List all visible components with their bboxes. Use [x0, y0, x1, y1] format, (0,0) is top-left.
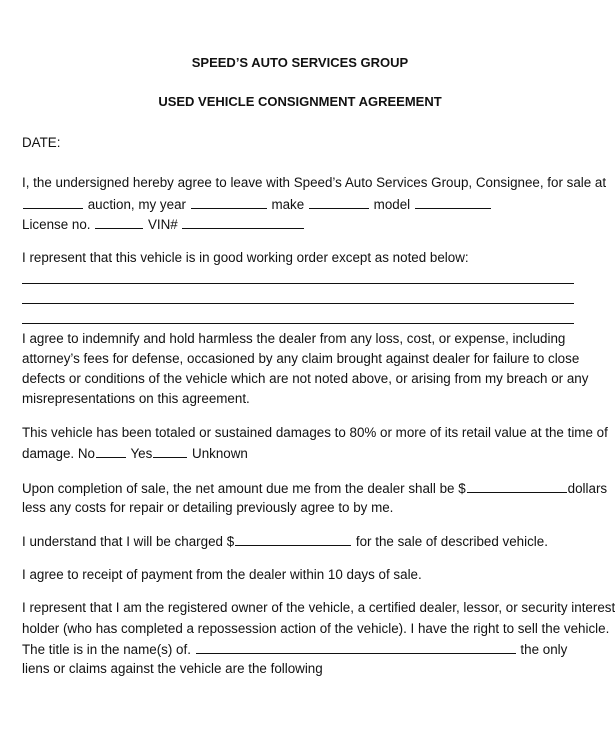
dollars-label: dollars [567, 481, 608, 496]
agreement-title: USED VEHICLE CONSIGNMENT AGREEMENT [158, 94, 442, 109]
year-blank[interactable] [191, 196, 267, 209]
net-line-2: less any costs for repair or detailing previously agree to by me. [22, 500, 394, 515]
indemnify-line-2: attorney’s fees for defense, occasioned by any claim brought against dealer for failure to close [22, 351, 580, 366]
title-only-label: the only [520, 642, 568, 657]
charged-suffix: for the sale of described vehicle. [355, 534, 548, 549]
owner-line-3 [22, 641, 567, 658]
net-line-1 [22, 480, 607, 497]
company-name: SPEED’S AUTO SERVICES GROUP [191, 55, 409, 70]
model-label: model [373, 197, 411, 212]
auction-label: auction, my year [87, 197, 186, 212]
indemnify-line-1: I agree to indemnify and hold harmless the dealer from any loss, cost, or expense, including [22, 331, 566, 346]
net-amount-label: Upon completion of sale, the net amount due me from the dealer shall be $ [22, 481, 466, 496]
charged-blank[interactable] [235, 533, 351, 546]
condition-rule-2[interactable] [22, 303, 574, 304]
vin-label: VIN# [147, 217, 178, 232]
net-amount-blank[interactable] [467, 480, 567, 493]
make-blank[interactable] [309, 196, 369, 209]
condition-rule-1[interactable] [22, 283, 574, 284]
charged-label: I understand that I will be charged $ [22, 534, 235, 549]
owner-line-4: liens or claims against the vehicle are the following [22, 661, 323, 676]
vin-blank[interactable] [182, 216, 304, 229]
title-name-label: The title is in the name(s) of. [22, 642, 191, 657]
damage-yes-blank[interactable] [153, 445, 187, 458]
damage-no-blank[interactable] [96, 445, 126, 458]
indemnify-line-3: defects or conditions of the vehicle which are not noted above, or arising from my breach or any [22, 371, 589, 386]
charged-line [22, 533, 548, 550]
intro-line-3 [22, 216, 305, 233]
condition-rule-3[interactable] [22, 323, 574, 324]
indemnify-line-4: misrepresentations on this agreement. [22, 391, 250, 406]
license-label: License no. [22, 217, 91, 232]
intro-line-2 [22, 196, 492, 213]
damage-no-label: damage. No [22, 446, 95, 461]
make-label: make [271, 197, 305, 212]
totaled-line-1: This vehicle has been totaled or sustained damages to 80% or more of its retail value at the time of [22, 425, 608, 440]
intro-line-1: I, the undersigned hereby agree to leave with Speed’s Auto Services Group, Consignee, for sale at [22, 175, 607, 190]
date-label: DATE: [22, 135, 61, 150]
license-blank[interactable] [95, 216, 143, 229]
receipt-statement: I agree to receipt of payment from the dealer within 10 days of sale. [22, 567, 422, 582]
condition-statement: I represent that this vehicle is in good working order except as noted below: [22, 250, 469, 265]
damage-yes-label: Yes [130, 446, 153, 461]
damage-unknown-label: Unknown [192, 446, 248, 461]
totaled-line-2 [22, 445, 248, 462]
title-name-blank[interactable] [196, 641, 516, 654]
owner-line-1: I represent that I am the registered owner of the vehicle, a certified dealer, lessor, or security interest [22, 600, 615, 615]
auction-blank[interactable] [23, 196, 83, 209]
model-blank[interactable] [415, 196, 491, 209]
owner-line-2: holder (who has completed a repossession action of the vehicle). I have the right to sell the vehicle. [22, 621, 610, 636]
